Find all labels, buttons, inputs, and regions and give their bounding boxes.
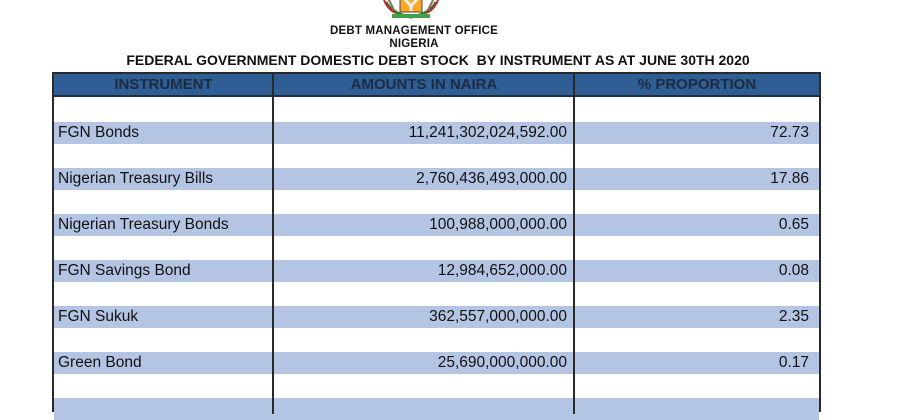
- column-divider: [573, 74, 575, 414]
- instrument-cell: Nigerian Treasury Bills: [58, 170, 214, 187]
- proportion-cell: 0.65: [778, 216, 809, 233]
- document-title: FEDERAL GOVERNMENT DOMESTIC DEBT STOCK BY INSTRUMENT AS AT JUNE 30TH 2020: [126, 52, 750, 68]
- amount-cell: 362,557,000,000.00: [429, 308, 567, 325]
- amount-cell: 100,988,000,000.00: [429, 216, 567, 233]
- proportion-cell: 0.08: [778, 262, 809, 279]
- country-name: NIGERIA: [389, 38, 439, 50]
- coat-of-arms-emblem: [378, 0, 444, 20]
- amount-cell: 25,690,000,000.00: [437, 354, 567, 371]
- table-row: [54, 260, 819, 282]
- organization-name: DEBT MANAGEMENT OFFICE: [330, 25, 498, 37]
- amount-cell: 11,241,302,024,592.00: [408, 124, 567, 141]
- amount-cell: 12,984,652,000.00: [437, 262, 567, 279]
- table-row: [54, 306, 819, 328]
- instrument-cell: Nigerian Treasury Bonds: [58, 216, 229, 233]
- column-divider: [272, 74, 274, 414]
- debt-stock-table: [52, 72, 821, 412]
- proportion-cell: 72.73: [770, 124, 809, 141]
- table-row: [54, 214, 819, 236]
- proportion-cell: 0.17: [778, 354, 809, 371]
- table-row: [54, 352, 819, 374]
- instrument-cell: FGN Savings Bond: [58, 262, 191, 279]
- amount-cell: 2,760,436,493,000.00: [416, 170, 567, 187]
- column-header-proportion: % PROPORTION: [637, 76, 757, 93]
- instrument-cell: FGN Sukuk: [58, 308, 139, 325]
- table-row-cropped: [54, 398, 819, 420]
- instrument-cell: Green Bond: [58, 354, 142, 371]
- table-row: [54, 168, 819, 190]
- table-row: [54, 122, 819, 144]
- proportion-cell: 17.86: [770, 170, 809, 187]
- instrument-cell: FGN Bonds: [58, 124, 139, 141]
- column-header-amount: AMOUNTS IN NAIRA: [350, 76, 498, 93]
- table-header: [54, 74, 819, 97]
- proportion-cell: 2.35: [778, 308, 809, 325]
- column-header-instrument: INSTRUMENT: [114, 76, 213, 93]
